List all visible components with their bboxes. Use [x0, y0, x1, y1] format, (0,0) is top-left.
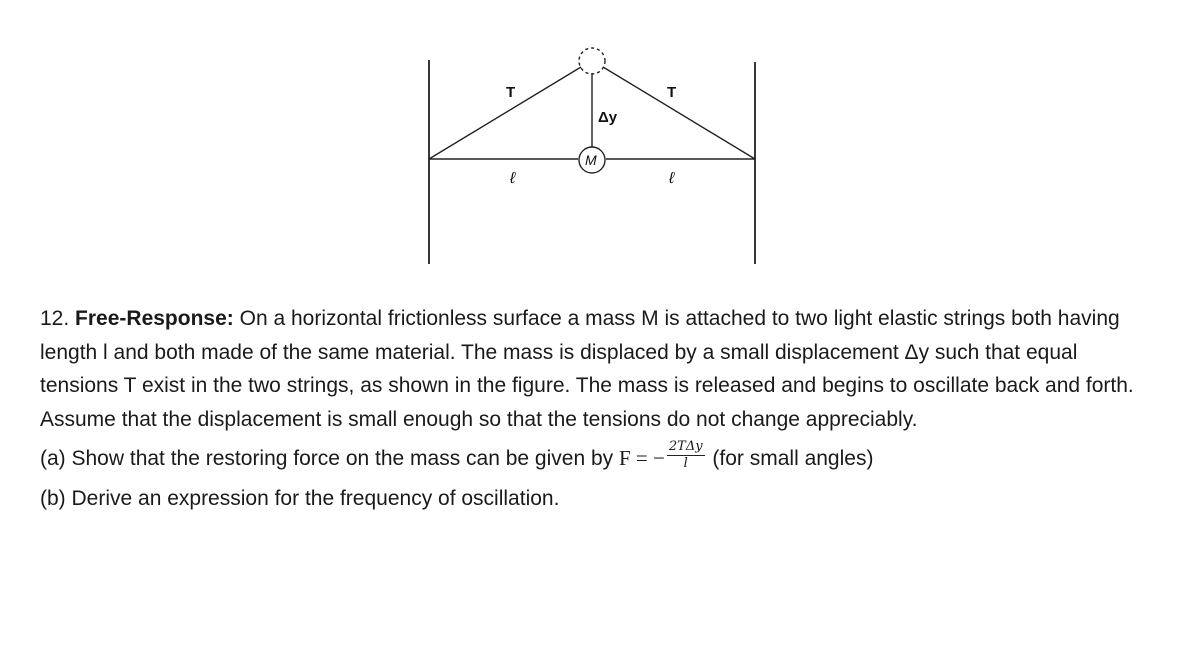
part-b-text: (b) Derive an expression for the frequency of oscillation. — [40, 486, 560, 510]
part-b — [40, 482, 1150, 516]
part-a-text: (a) Show that the restoring force on the mass can be given by — [40, 447, 614, 470]
problem-body: On a horizontal frictionless surface a mass M is attached to two light elastic strings both having length l and both made of the same material. The mass is displaced by a small displacement Δy such that equal tensions T exist in the two strings, as shown in the figure. The mass is released and begins to oscillate back and forth. Assume that the displacement is small enough so that the tensions do not change appreciably. — [40, 307, 1134, 431]
displaced-string-right — [603, 67, 755, 159]
problem-body-paragraph — [40, 302, 1150, 436]
tension-label-left: T — [506, 84, 516, 101]
problem-number: 12. — [40, 307, 70, 330]
problem-heading: Free-Response: — [75, 307, 234, 330]
part-a-note: (for small angles) — [712, 447, 874, 470]
mass-label: M — [585, 152, 597, 168]
tension-label-right: T — [667, 84, 677, 101]
part-a-fraction — [667, 440, 705, 471]
string-mass-figure — [0, 0, 1178, 290]
part-a-numerator: 2TΔy — [668, 438, 703, 454]
displacement-label: Δy — [598, 109, 618, 126]
part-a-denominator: l — [683, 455, 688, 471]
length-label-right: ℓ — [669, 170, 675, 187]
part-a — [40, 438, 1150, 476]
displaced-mass-circle — [579, 48, 605, 74]
problem-statement — [40, 302, 1150, 515]
length-label-left: ℓ — [510, 170, 516, 187]
part-a-formula-lhs: F = − — [619, 446, 665, 470]
displaced-string-left — [429, 67, 581, 159]
